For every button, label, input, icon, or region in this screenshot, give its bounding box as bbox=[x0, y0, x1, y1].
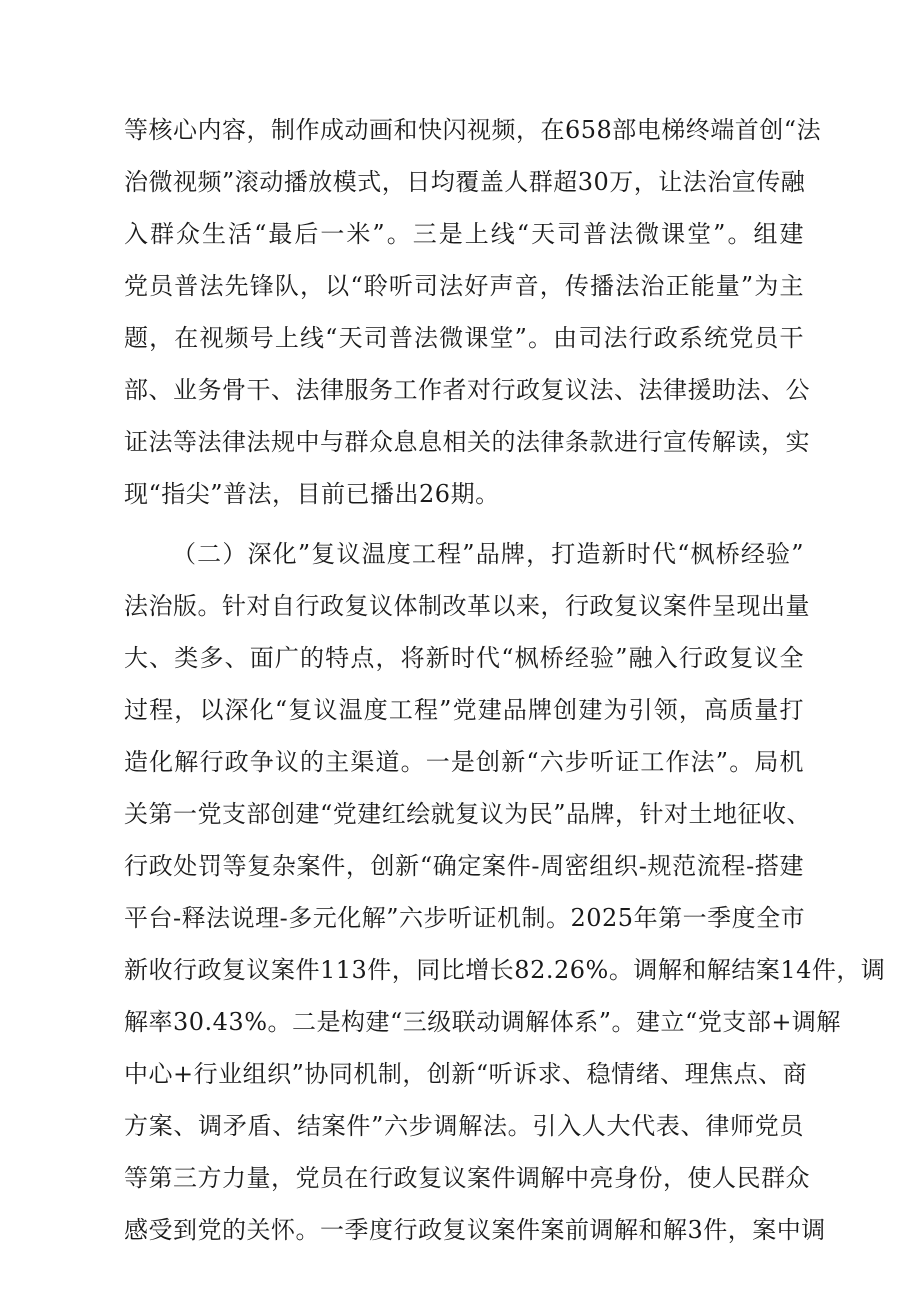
paragraph-2-line-8: 平台-释法说理-多元化解”六步听证机制。2025年第一季度全市 bbox=[124, 904, 806, 932]
paragraph-1-line-1: 等核心内容，制作成动画和快闪视频，在658部电梯终端首创“法 bbox=[124, 116, 822, 144]
paragraph-2-line-11: 中心+行业组织”协同机制，创新“听诉求、稳情绪、理焦点、商 bbox=[124, 1060, 808, 1088]
paragraph-2-line-2: 法治版。针对自行政复议体制改革以来，行政复议案件呈现出量 bbox=[124, 592, 810, 620]
paragraph-2-line-10: 解率30.43%。二是构建“三级联动调解体系”。建立“党支部+调解 bbox=[124, 1008, 841, 1036]
paragraph-2-line-1: （二）深化”复议温度工程”品牌，打造新时代“枫桥经验” bbox=[172, 540, 804, 568]
paragraph-2-line-12: 方案、调矛盾、结案件”六步调解法。引入人大代表、律师党员 bbox=[124, 1112, 804, 1140]
paragraph-1-line-4: 党员普法先锋队，以“聆听司法好声音，传播法治正能量”为主 bbox=[124, 272, 804, 300]
paragraph-2-line-4: 过程，以深化“复议温度工程”党建品牌创建为引领，高质量打 bbox=[124, 696, 804, 724]
paragraph-1-line-5: 题，在视频号上线“天司普法微课堂”。由司法行政系统党员干 bbox=[124, 324, 804, 352]
paragraph-1-line-3: 入群众生活“最后一米”。三是上线“天司普法微课堂”。组建 bbox=[124, 220, 804, 248]
paragraph-1-line-7: 证法等法律法规中与群众息息相关的法律条款进行宣传解读，实 bbox=[124, 428, 810, 456]
paragraph-2-line-7: 行政处罚等复杂案件，创新“确定案件-周密组织-规范流程-搭建 bbox=[124, 852, 804, 880]
paragraph-2-line-6: 关第一党支部创建“党建红绘就复议为民”品牌，针对土地征收、 bbox=[124, 800, 812, 828]
paragraph-2-line-14: 感受到党的关怀。一季度行政复议案件案前调解和解3件，案中调 bbox=[124, 1216, 826, 1244]
paragraph-1-line-8: 现“指尖”普法，目前已播出26期。 bbox=[124, 480, 500, 508]
paragraph-2-line-13: 等第三方力量，党员在行政复议案件调解中亮身份，使人民群众 bbox=[124, 1164, 810, 1192]
paragraph-2-line-3: 大、类多、面广的特点，将新时代“枫桥经验”融入行政复议全 bbox=[124, 644, 804, 672]
paragraph-2-line-5: 造化解行政争议的主渠道。一是创新“六步听证工作法”。局机 bbox=[124, 748, 804, 776]
paragraph-1-line-6: 部、业务骨干、法律服务工作者对行政复议法、法律援助法、公 bbox=[124, 376, 810, 404]
paragraph-1-line-2: 治微视频”滚动播放模式，日均覆盖人群超30万，让法治宣传融 bbox=[124, 168, 806, 196]
paragraph-2-line-9: 新收行政复议案件113件，同比增长82.26%。调解和解结案14件，调 bbox=[124, 956, 886, 984]
